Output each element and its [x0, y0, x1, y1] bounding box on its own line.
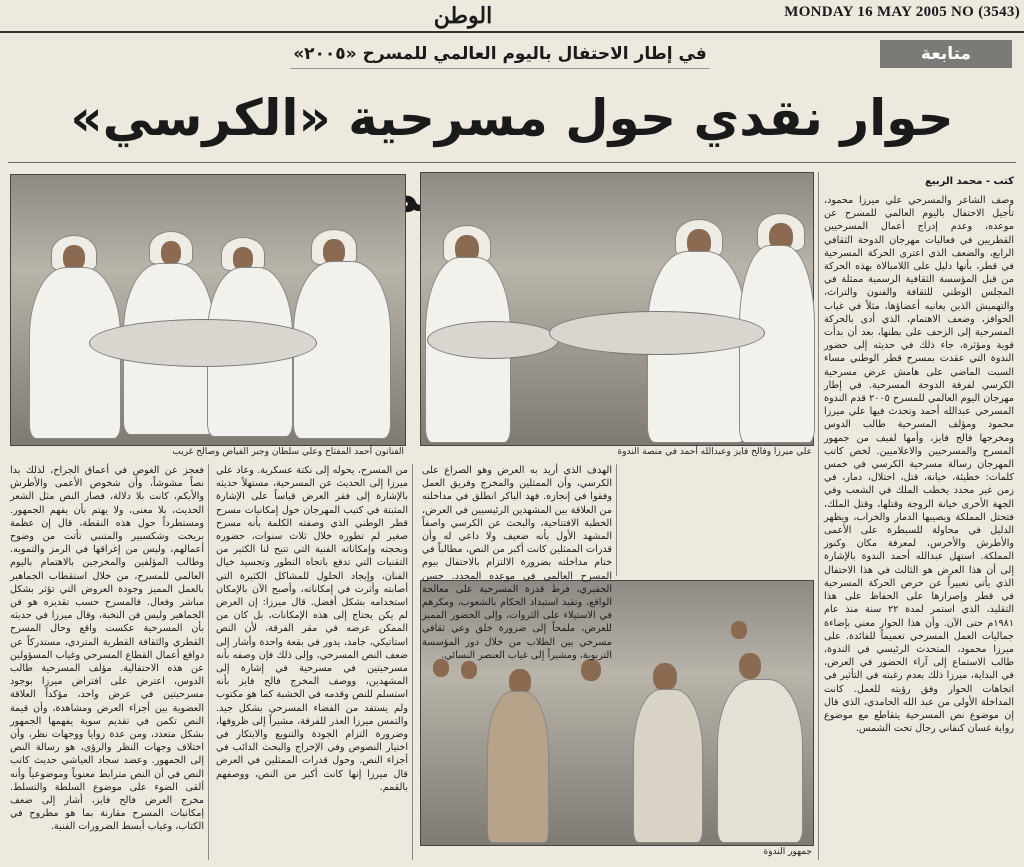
column-divider: [412, 464, 413, 860]
person-body: [487, 691, 549, 843]
person-body: [633, 689, 703, 843]
newspaper-logo: الوطن: [433, 3, 493, 29]
person-face: [731, 621, 747, 639]
article-byline: كتب - محمد الربيع: [924, 176, 1014, 187]
article-supertitle: في إطار الاحتفال باليوم العالمي للمسرح «٢٠٠٥»: [290, 40, 710, 69]
article-headline: حوار نقدي حول مسرحية «الكرسي»: [70, 89, 954, 147]
round-table: [549, 311, 765, 355]
column-divider: [616, 464, 617, 576]
masthead-rule: [0, 31, 1024, 33]
article-column-right: وصف الشاعر والمسرحي علي ميرزا محمود، تأجيل الاحتفال باليوم العالمي للمسرح عن موعده، وعدم إدراج أعمال المسرحيين القطريين في فعاليات مهرجان الدوحة الثقافي الرابع، والضعف الذي اعترى الحركة المسرحية في قطر، بأنها دليل على اللامبالاة بهذه الحركة من قبل المؤسسة الثقافية الرسمية ممثلة في المجلس الوطني للثقافة والفنون والتراث، والتهميش الذين يعانيه أعضاؤها، مثلاً في غياب الحوافز، وضعف الاهتمام، الذي أدى بالحركة المسرحية إلى الزحف على بطنها، بعد أن بدأت قوية ومؤثرة، جاء ذلك في حديثه إلى حضور الندوة التي عقدت بمسرح قطر الوطني مساء السبت الماضي على هامش عرض مسرحية الكرسي لفرقة الدوحة المسرحية. في إطار مهرجان اليوم العالمي للمسرح ٢٠٠٥ قدم الندوة المسرحي عبدالله أحمد وتحدث فيها علي ميرزا محمود ومؤلف المسرحية طالب الدوس ومخرجها فالح فايز، وأمها لفيف من جمهور المسرح والمسرحيين والاعلاميين. لخص كاتب المهرجان رسالة مسرحية الكرسي في خمس كلمات: خطيئة، خيانة، قتل، احتلال، دمار، في زمن غير محدد يخطب الملك في الشعب وفي الجهة الأخرى خيانة الزوجة وقتلها، وقتل الملك، فتحتل المملكة ويصيبها الدمار والخراب، ويظهر الدليل في محاولة للسيطرة على الأعمى والأطرش والأخرس، لمعرفة مكان وكنوز المملكة. استهل عبدالله أحمد الندوة بالإشارة إلى أن هذا العرض هو الثالث في هذا الاحتفال الذي يأتي تعبيراً عن حرص الحركة المسرحية في قطر وإصرارها على الحفاظ على هذا التقليد، الذي استمر لمدة ٢٢ سنة منذ عام ١٩٨١م حتى الآن. وأن هذا الحوار معني بإضاءة جماليات العمل المسرحي تعميماً للفائدة. على ميرزا محمود، المتحدث الرئيسي في الندوة، طالب الاستماع إلى آراء الحضور في العرض، في البداية، ميرزا ذلك بعدم رغبته في التأثير في اتجاهات الحوار وفق رؤيته للعمل. كانت المداخلة الأولى من عبد الله الحامدي، الذي قال إن موضوع نص المسرحية يتقاطع مع موضوع رواية غسان كنفاني رجال تحت الشمس.: [824, 195, 1015, 735]
person-body: [717, 679, 803, 843]
article-column-left: فعجز عن الغوص في أعماق الجراح، لذلك بدا نصاً مشوشاً، وأن شخوص الأعمى والأطرش والأبكم، كانت بلا دلالة، فصار النص مثل الشعر الحديث، بلا معنى، ولا يهتم بأن يفهم الجمهور. ومستطرداً حول هذه النقطة، قال إن عظمة بريخت وشكسبير والمتنبي تأتت من وضوح أعمالهم، وليس من إغراقها في الرمز والتمويه. وطالب المؤلفين والمخرجين بالاهتمام باليوم العالمي للمسرح، من خلال استقطاب الجماهير بالعمل المميز وجودة العروض التي تؤثر بشكل مباشر وفعال. فالمسرح حسب تقديره هو فن الجماهير وليس فن النخبة، وقال ميرزا في حديثه بأن المسرحية عكست واقع وحال المسرح القطري والثقافة القطرية المتردي، مستدركاً عن دوافع أعمال القطاع المسرحي وغياب المسؤولين عن هذه الاحتفالية. مؤلف المسرحية طالب الدوس، اعترض على افتراض ميرزا بوجود مسرحيتين في عرض واحد، مؤكداً العلاقة العضوية بين أجزاء العرض ومشاهدة، وأن قيمة النص تكمن في تقديم سوية يفهمها الجمهور بشكل متعدد، ومن عدة زوايا ووجهات نظر، وأن اختلاف وجهات النظر والرؤى، هو رسالة النص إلى الجمهور. وعضد سجاد العياشي حديث كاتب النص في أن النص مترابط معنوياً وموضوعياً وأنه ألقى الضوء على موضوع السلطة والتسلط. مخرج العرض فالح فايز، أشار إلى ضعف إمكانيات المسرح مقارنة بما هو مطروح في الكتاب، وغياب أبسط الضرورات الفنية.: [10, 465, 204, 833]
headline-rule: [8, 162, 1016, 163]
photo-caption-right: علي ميرزا وفالح فايز وعبدالله أحمد في منصة الندوة: [617, 447, 812, 457]
person-face: [161, 241, 181, 265]
person-face: [739, 653, 761, 679]
round-table: [89, 319, 317, 367]
photo-caption-left: الفنانون أحمد المفتاح وعلي سلطان وجبر الفياض وصالح غريب: [172, 447, 404, 457]
column-divider: [208, 464, 209, 860]
round-table: [427, 321, 559, 359]
photo-four-artists: [10, 174, 406, 446]
column-divider: [818, 172, 819, 860]
person-face: [653, 663, 677, 691]
person-face: [581, 659, 601, 681]
photo-panel: [420, 172, 814, 446]
photo-caption-audience: جمهور الندوة: [763, 847, 812, 857]
section-tag: متابعة: [880, 40, 1012, 68]
article-column-center-right: الهدف الذي أريد به العرض وهو الصراع على الكرسي، وأن الممثلين والمخرج وفريق العمل وفقوا في إنجازه. فهد الباكر انطلق في مداخلته من العلاقة بين المشهدين الرئيسيين في العرض، الخطبة الافتتاحية، والبحث عن الكرسي واصفاً المشهد الأول بأنه ضعيف ولا داعي له وأن قدرات الممثلين كانت أكبر من النص، مطالباً في ختام مداخلته بضرورة الالتزام بالاحتفال بيوم المسرح العالمي في موعده المحدد. حسن الجفيري، فرط قدرة المسرحية على معالجة الواقع، وتقيد استبداد الحكام بالشعوب، ومكرهم في الاستيلاء على الثروات، وإلى الحضور المميز للعرض، ملمحاً إلى ضرورة خلق وعي ثقافي مسرحي بين الطلاب من خلال دور المؤسسة التربوية، ومشيراً إلى غياب العنصر النسائي.: [422, 465, 612, 661]
issue-date-line: MONDAY 16 MAY 2005 NO (3543): [784, 4, 1020, 20]
person-face: [461, 661, 477, 679]
article-column-center-left: من المسرح، يحوله إلى نكتة عسكرية. وعاد علي ميرزا إلى الحديث عن المسرحية، مستهلاً حديثه بالإشارة إلى فقر العرض قياساً على الإشارة المثبتة في كتيب المهرجان حول إمكانيات مسرح قطر الوطني الذي وصفته الكلمة بأنه مسرح صغير لم تطوره خلال ثلاث سنوات، حضوره وبحجته وإمكاناته الفنية التي تتيح لنا الكثير من التقنيات التي تدفع باتجاه التطور وتجسيد خيال الفنان، وإيجاد الحلول للمشاكل الكثيرة التي أصابته وأثرت في إمكاناته، وأصبح الآن بالإمكان استخدامه بشكل أفضل. قال ميرزا: إن العرض لم يكن يحتاج إلى هذه الإمكانات، بل كان من الممكن عرضه في مقر الفرقة، لأن النص استاتيكي، جامد، يدور في بقعة واحدة وأشار إلى ضعف النص المسرحي، وإلى ذلك فإن وصفه بأنه مسرحيتين في مسرحية في إشارة إلى المشهدين، ووصف المخرج فالح فايز بأنه استسلم للنص وقدمه في الخشبة كما هو مكتوب ولم يستفد من الفضاء المسرحي بشكل جيد. والتمس ميرزا العذر للفرقة، مشيراً إلى ظروفها، وضرورة التزام الجودة والتنويع والابتكار في اختيار النصوص وفي الإخراج والبحث الدائب في أجزاء النص. وحول قدرات الممثلين في العرض قال ميرزا إنها كانت أكبر من النص، ووصفهم بالقمم.: [216, 465, 408, 793]
